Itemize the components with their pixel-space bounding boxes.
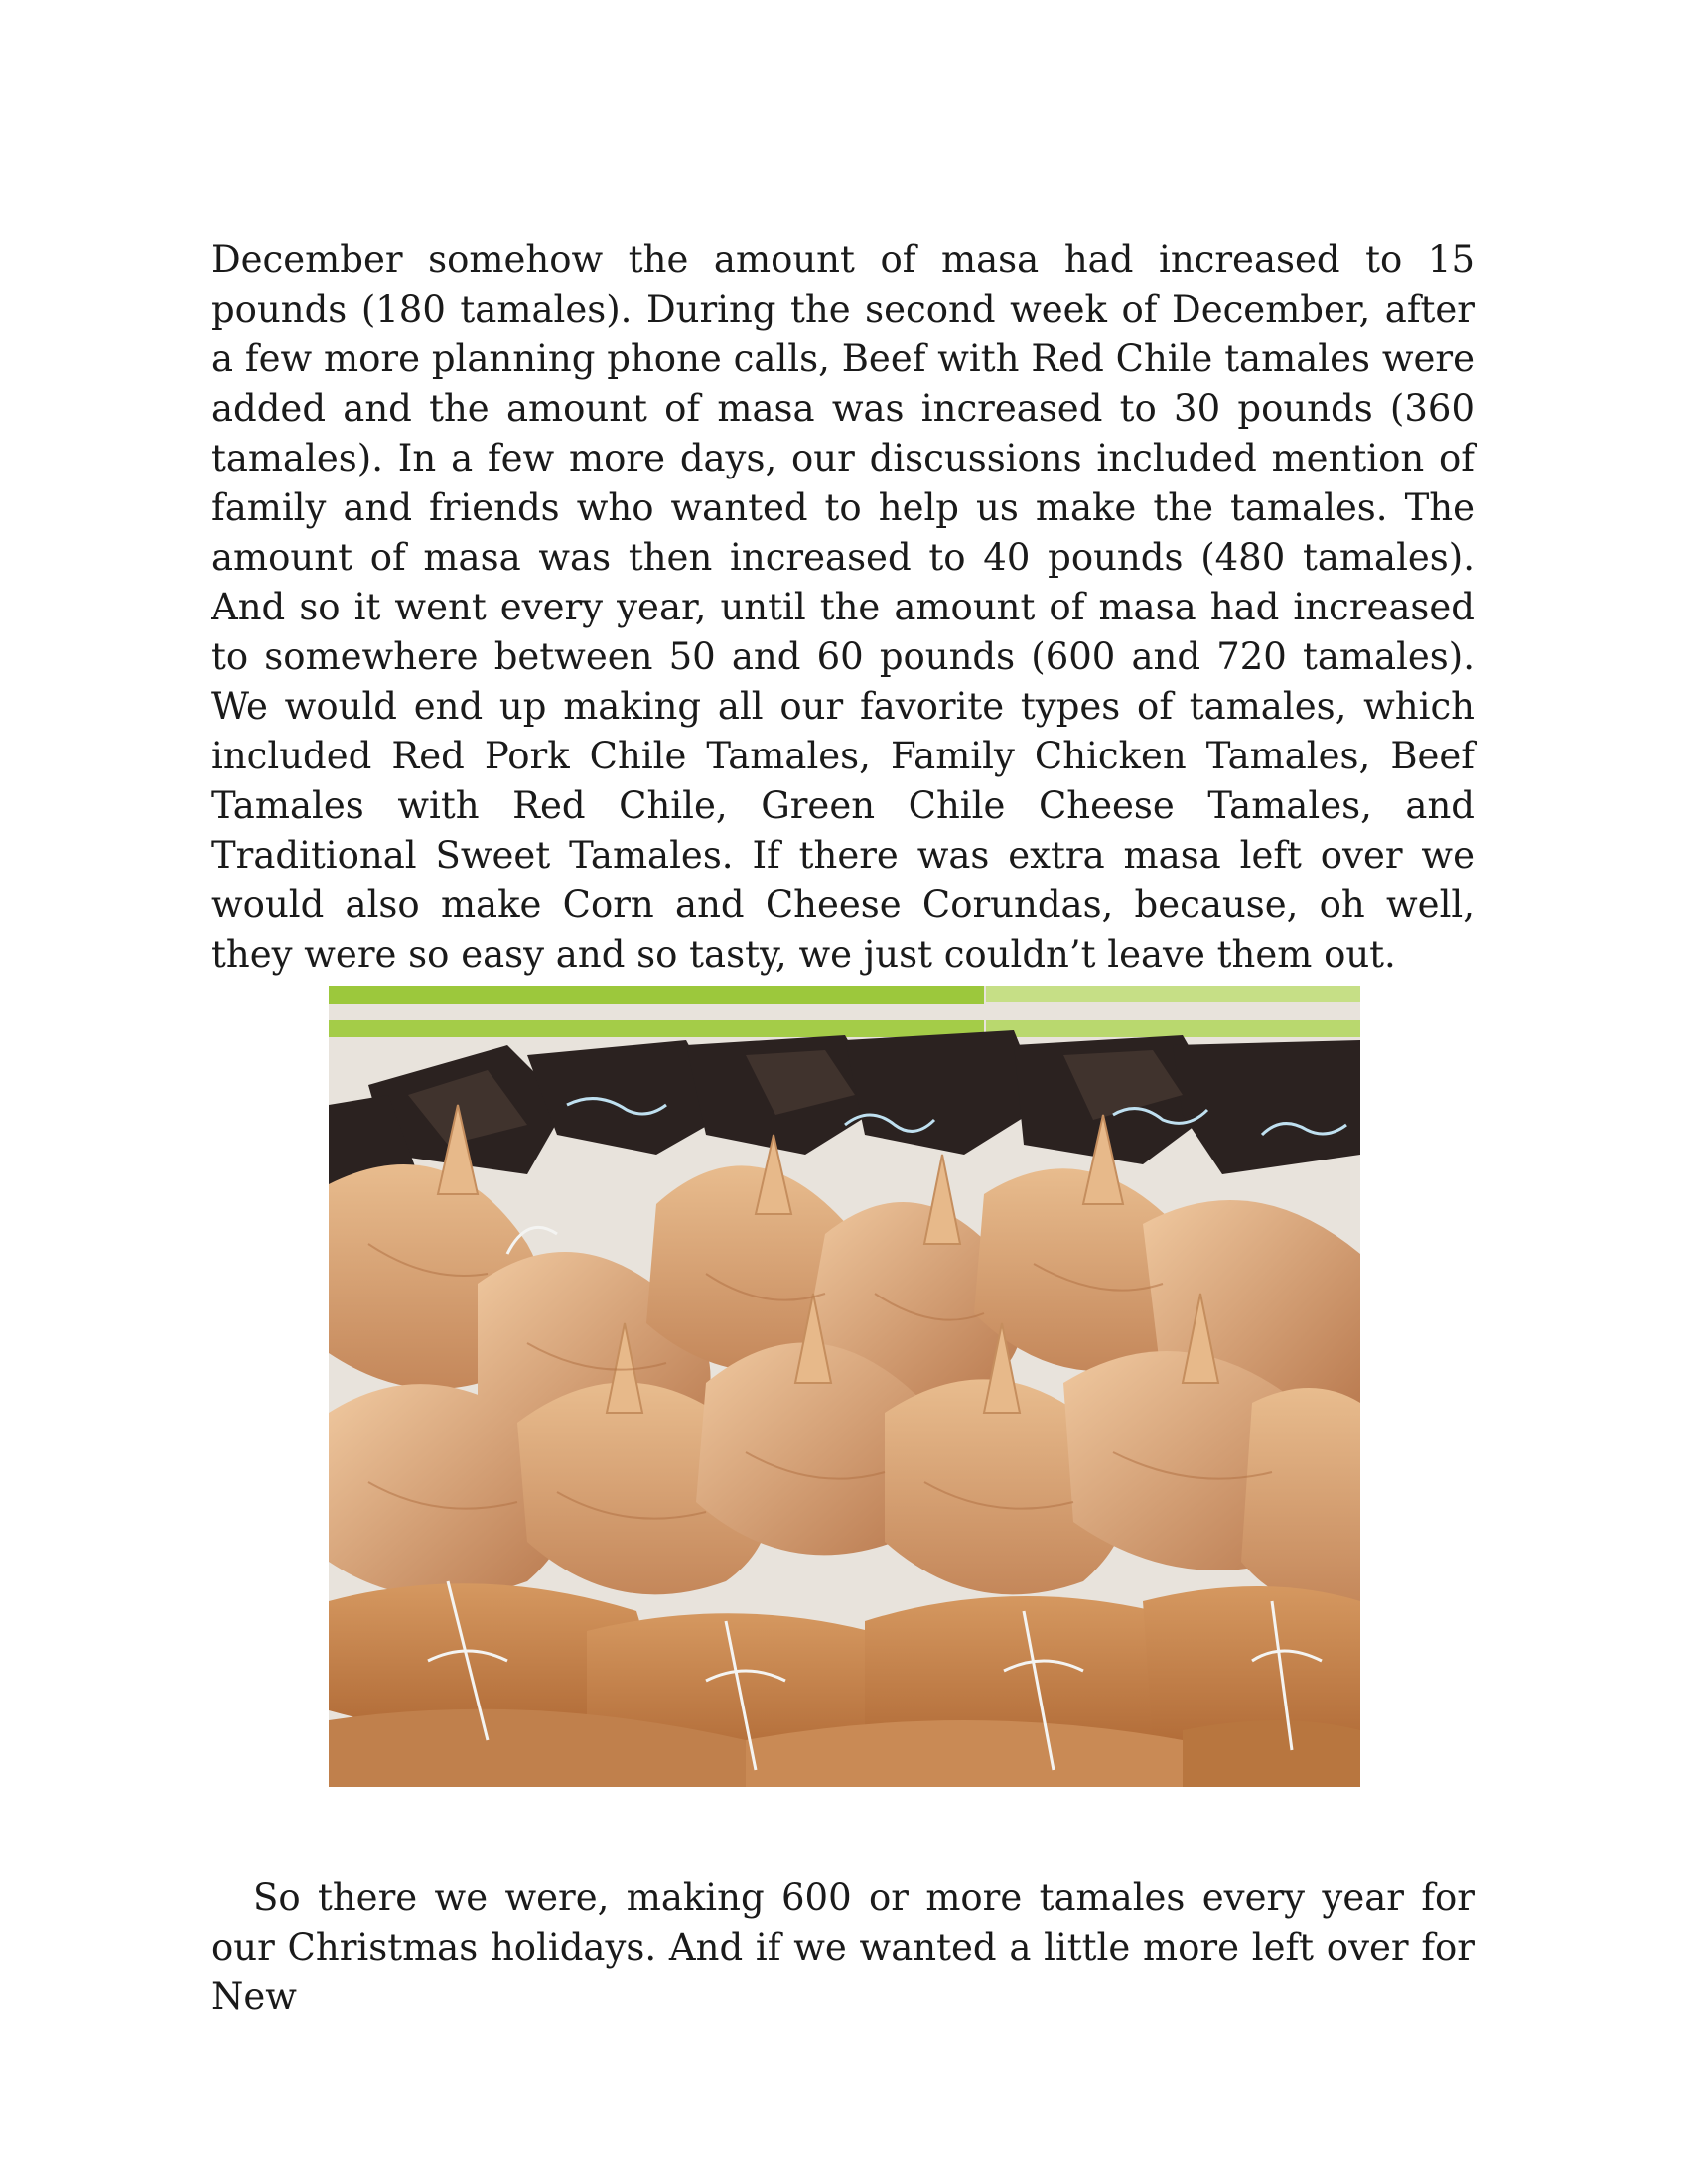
green-stripe-second <box>329 1020 984 1037</box>
green-stripe-top <box>329 986 984 1004</box>
tamales-illustration <box>329 986 1360 1787</box>
tamales-photo <box>329 986 1360 1787</box>
body-paragraph-continued: So there we were, making 600 or more tamales every year for our Christmas holidays. And if we wanted a little more left over for New <box>211 1876 1475 2018</box>
body-paragraph: December somehow the amount of masa had increased to 15 pounds (180 tamales). During the second week of December, after a few more planning phone calls, Beef with Red Chile tamales were added and the amount of masa was increased to 30 pounds (360 tamales). In a few more days, our discussions included mention of family and friends who wanted to help us make the tamales. The amount of masa was then increased to 40 pounds (480 tamales). And so it went every year, until the amount of masa had increased to somewhere between 50 and 60 pounds (600 and 720 tamales). We would end up making all our favorite types of tamales, which included Red Pork Chile Tamales, Family Chicken Tamales, Beef Tamales with Red Chile, Green Chile Cheese Tamales, and Traditional Sweet Tamales. If there was extra masa left over we would also make Corn and Cheese Corundas, because, oh well, they were so easy and so tasty, we just couldn’t leave them out. <box>211 238 1475 976</box>
corn-husk-tamales <box>329 1164 1360 1606</box>
